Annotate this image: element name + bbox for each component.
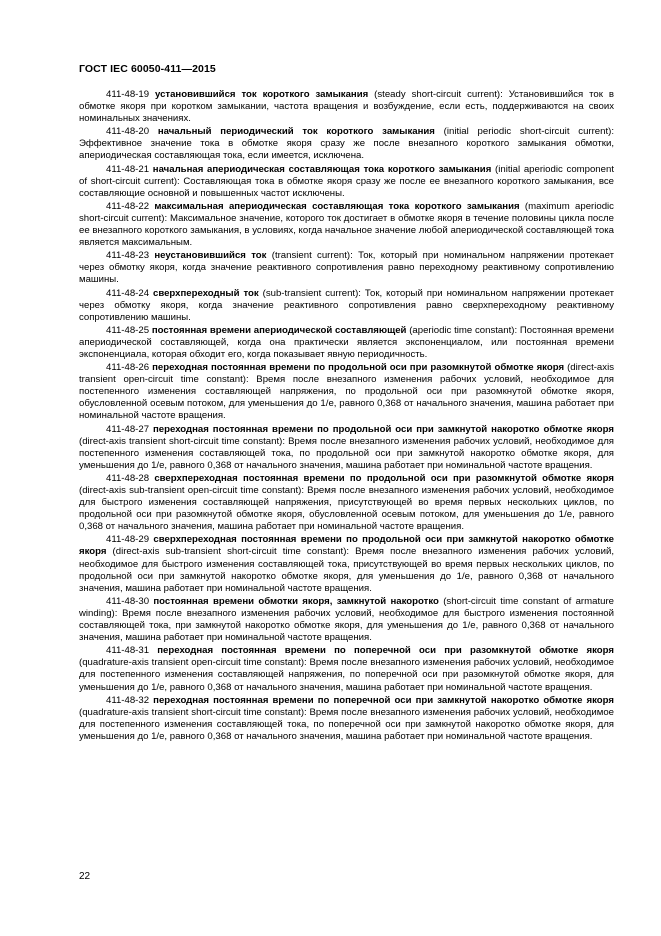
term-number: 411-48-31 [106,645,150,657]
standard-header: ГОСТ IEC 60050-411—2015 [79,63,216,75]
term-entry [79,695,614,743]
term-number: 411-48-19 [106,89,150,100]
term-definition: (short-circuit time constant of armature winding): Время после внезапного изменения рабочих условий, необходимое для быстрого изменения постоянной составляющей тока, при замкнутой накоротко обмотке якоря, для уменьшения до 1/е, равного 0,368 от начального значения, машина работает при номинальной частоте вращения. [79,595,614,644]
terms-list [79,89,614,744]
term-number: 411-48-23 [106,250,150,262]
term-entry [79,250,614,286]
term-entry [79,126,614,162]
term-number: 411-48-28 [106,472,150,484]
term-name: переходная постоянная времени по продольной оси при разомкнутой обмотке якоря [152,362,565,374]
term-definition: (direct-axis sub-transient open-circuit time constant): Время после внезапного изменения рабочих условий, необходимое для быстрого изменения составляющей напряжения, присутствующей во время первых нескольких циклов, по продольной оси при разомкнутой обмотке якоря, обусловленной осевым потоком, для уменьшения до 1/е, равного 0,368 от начального значения, машина работает при номинальной частоте вращения. [79,485,614,533]
term-definition: (steady short-circuit current): Установившийся ток в обмотке якоря при коротком замыкании, частота вращения и возбуждение, если есть, поддерживаются на своих номинальных значениях. [79,89,614,125]
term-name: максимальная апериодическая составляющая тока короткого замыкания [154,200,520,212]
term-entry [79,325,614,361]
term-name: сверхпереходная постоянная времени по продольной оси при разомкнутой обмотке якоря [154,472,614,484]
term-entry [79,288,614,324]
term-definition: (direct-axis transient short-circuit time constant): Время после внезапного изменения рабочих условий, необходимое для постепенного изменения составляющей тока, по продольной оси при замкнутой накоротко обмотке якоря, для уменьшения до 1/е, равного 0,368 от начального значения, машина работает при номинальной частоте вращения. [79,435,614,471]
term-entry [79,201,614,249]
term-entry [79,424,614,472]
term-number: 411-48-32 [106,694,150,706]
term-number: 411-48-22 [106,200,150,212]
term-definition: (quadrature-axis transient open-circuit time constant): Время после внезапного изменения рабочих условий, необходимое для постепенного изменения составляющей напряжения, по поперечной оси при разомкнутой обмотке якоря, для уменьшения до 1/е, равного 0,368 от начального значения, машина работает при номинальной частоте вращения. [79,657,614,693]
term-number: 411-48-26 [106,362,150,374]
term-definition: (direct-axis sub-transient short-circuit time constant): Время после внезапного изменения рабочих условий, необходимое для быстрого изменения составляющей тока, присутствующей во время первых нескольких циклов, по продольной оси при замкнутой накоротко обмотке якоря, для уменьшения до 1/е, равного 0,368 от начального значения, машина работает при номинальной частоте вращения. [79,546,614,594]
term-number: 411-48-21 [106,163,150,175]
term-name: сверхпереходная постоянная времени по продольной оси при замкнутой накоротко обмотке якоря [79,534,614,558]
page-number: 22 [79,871,91,882]
term-name: постоянная времени апериодической составляющей [151,324,407,336]
term-number: 411-48-20 [106,126,150,138]
term-name: переходная постоянная времени по продольной оси при замкнутой накоротко обмотке якоря [153,423,615,435]
term-definition: (direct-axis transient open-circuit time constant): Время после внезапного изменения рабочих условий, необходимое для постепенного изменения составляющей напряжения, по продольной оси при разомкнутой обмотке якоря, обусловленной осевым потоком, для уменьшения до 1/е, равного 0,368 от начального значения, машина работает при номинальной частоте вращения. [79,362,614,422]
term-entry [79,534,614,594]
term-definition: (maximum aperiodic short-circuit current): Максимальное значение, которого ток достигает в обмотке якоря в течение половины цикла после ее внезапного короткого замыкания, в условиях, когда начальное значение любой апериодической составляющей тока является максимальным. [79,200,614,249]
term-entry [79,362,614,422]
term-name: сверхпереходный ток [152,287,259,299]
term-definition: (initial aperiodic component of short-circuit current): Составляющая тока в обмотке якоря сразу же после ее внезапного короткого замыкания, все составляющие основной и повышенных частот исключены. [79,163,614,199]
term-entry [79,645,614,693]
term-name: начальная апериодическая составляющая тока короткого замыкания [152,163,492,175]
term-name: переходная постоянная времени по поперечной оси при замкнутой накоротко обмотке якоря [153,694,614,706]
term-definition: (sub-transient current): Ток, который при номинальном напряжении протекает через обмотку якоря, когда значение реактивного сопротивления равно сверхпереходному реактивному сопротивлению машины. [79,287,614,323]
term-entry [79,473,614,533]
term-name: переходная постоянная времени по поперечной оси при разомкнутой обмотке якоря [157,645,614,657]
term-number: 411-48-29 [106,534,150,546]
term-entry [79,596,614,644]
term-number: 411-48-27 [106,423,150,435]
term-number: 411-48-30 [106,595,150,607]
term-name: установившийся ток короткого замыкания [154,89,369,100]
term-entry [79,89,614,125]
term-name: постоянная времени обмотки якоря, замкнутой накоротко [153,595,439,607]
term-definition: (aperiodic time constant): Постоянная времени апериодической составляющей, когда она практически является экспоненциалом, или постоянная времени экспоненциала, которая обходит его, когда показывает явную периодичность. [79,324,615,360]
term-definition: (transient current): Ток, который при номинальном напряжении протекает через обмотку якоря, когда значение реактивного сопротивления равно переходному реактивному сопротивлению машины. [79,250,614,286]
term-definition: (initial periodic short-circuit current): Эффективное значение тока в обмотке якоря сразу же после внезапного короткого замыкания обмотки, апериодическая составляющая тока, если имеется, исключена. [79,126,614,162]
term-number: 411-48-25 [106,324,150,336]
term-entry [79,164,614,200]
term-name: начальный периодический ток короткого замыкания [157,126,435,138]
term-number: 411-48-24 [106,287,150,299]
term-definition: (quadrature-axis transient short-circuit time constant): Время после внезапного изменения рабочих условий, необходимое для постепенного изменения составляющей тока, по поперечной оси при замкнутой накоротко обмотке якоря, для уменьшения до 1/е, равного 0,368 от начального значения, машина работает при номинальной частоте вращения. [79,706,614,742]
term-name: неустановившийся ток [154,250,267,262]
